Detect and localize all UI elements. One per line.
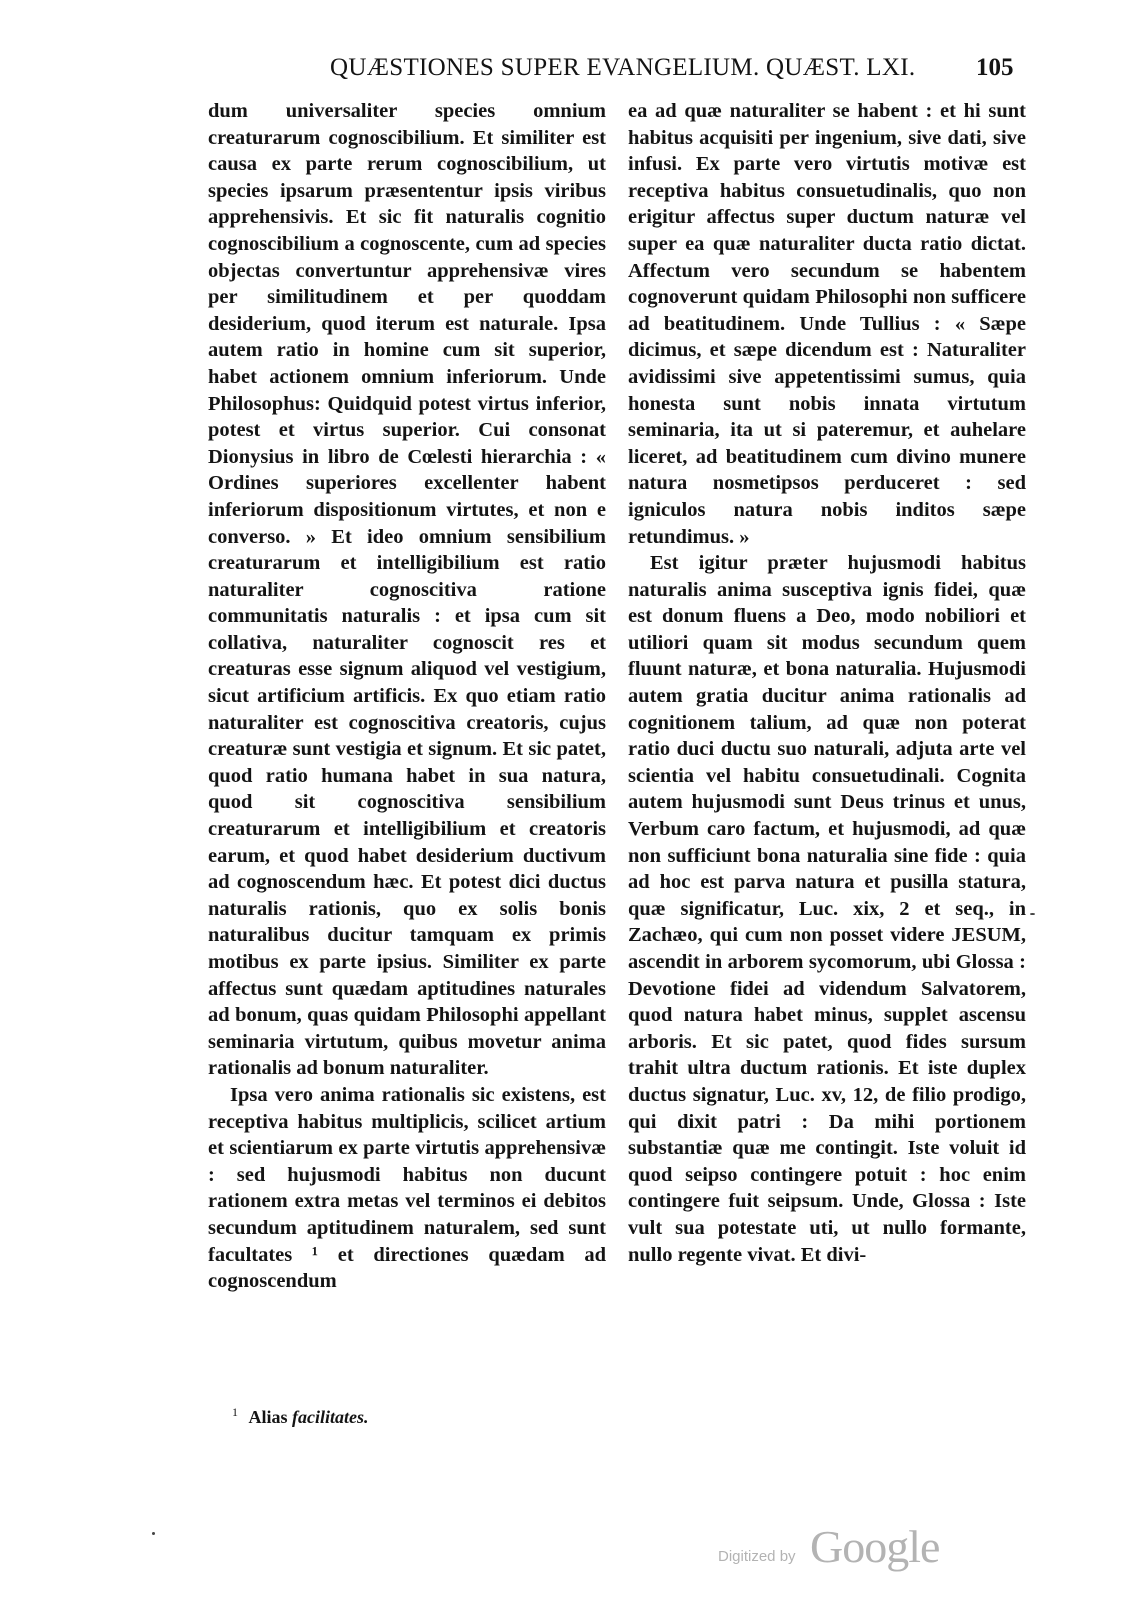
- footnote-mark: 1: [232, 1405, 238, 1419]
- page-header: [0, 54, 1133, 88]
- running-title: QUÆSTIONES SUPER EVANGELIUM. QUÆST. LXI.: [330, 54, 916, 81]
- scan-speck: [152, 1532, 155, 1535]
- left-paragraph-2: Ipsa vero anima rationalis sic existens, est receptiva habitus multiplicis, scilicet artium et scientiarum ex parte virtutis apprehensivæ : sed hujusmodi habitus non ducunt rationem extra metas vel terminos ei debitos secundum aptitudinem naturalem, sed sunt facultates ¹ et directiones quædam ad cognoscendum: [208, 1083, 606, 1293]
- right-paragraph-1: ea ad quæ naturaliter se habent : et hi sunt habitus acquisiti per ingenium, sive dati, sive infusi. Ex parte vero virtutis motivæ est receptiva habitus consuetudinalis, quo non erigitur affectus super ductum naturæ vel super ea quæ naturaliter ducta ratio dictat. Affectum vero secundum se habentem cognoverunt quidam Philosophi non sufficere ad beatitudinem. Unde Tullius : « Sæpe dicimus, et sæpe dicendum est : Naturaliter avidissimi sive appetentissimi sumus, quia honesta sunt nobis innata virtutum seminaria, ita ut si pateremur, et auhelare liceret, ad beatitudinem cum divino munere natura nosmetipsos perduceret : sed igniculos natura nobis inditos sæpe retundimus. »: [628, 100, 1026, 548]
- page-number: 105: [976, 54, 1014, 81]
- footnote-italic: facilitates.: [292, 1407, 369, 1427]
- scan-speck: [1030, 913, 1035, 915]
- left-column: [208, 98, 606, 1295]
- footnote-text: Alias: [248, 1407, 288, 1427]
- left-paragraph-1: dum universaliter species omnium creaturarum cognoscibilium. Et similiter est causa ex parte rerum cognoscibilium, ut species ipsarum præsententur ipsis viribus apprehensivis. Et sic fit naturalis cognitio cognoscibilium a cognoscente, cum ad species objectas convertuntur apprehensivæ vires per similitudinem et per quoddam desiderium, quod iterum est naturale. Ipsa autem ratio in homine cum sit superior, habet actionem omnium inferiorum. Unde Philosophus: Quidquid potest virtus inferior, potest et virtus superior. Cui consonat Dionysius in libro de Cœlesti hierarchia : « Ordines superiores excellenter habent inferiorum dispositionum virtutes, et non e converso. » Et ideo omnium sensibilium creaturarum et intelligibilium est ratio naturaliter cognoscitiva ratione communitatis naturalis : et ipsa cum sit collativa, naturaliter cognoscit res et creaturas esse signum aliquod vel vestigium, sicut artificium artificis. Ex quo etiam ratio naturaliter est cognoscitiva creatoris, cujus creaturæ sunt vestigia et signum. Et sic patet, quod ratio humana habet in sua natura, quod sit cognoscitiva sensibilium creaturarum et intelligibilium et creatoris earum, et quod habet desiderium ductivum ad cognoscendum hæc. Et potest dici ductus naturalis rationis, quo ex solis bonis naturalibus ducitur tamquam ex primis motibus ex parte ipsius. Similiter ex parte affectus sunt quædam aptitudines naturales ad bonum, quas quidam Philosophi appellant seminaria virtutum, quibus movetur anima rationalis ad bonum naturaliter.: [208, 100, 606, 1080]
- right-column: [628, 98, 1026, 1268]
- right-paragraph-2: Est igitur præter hujusmodi habitus naturalis anima susceptiva ignis fidei, quæ est donum fluens a Deo, modo nobiliori et utiliori quam sit modus secundum quem fluunt naturæ, et bona naturalia. Hujusmodi autem gratia ducitur anima rationalis ad cognitionem talium, ad quæ non poterat ratio duci ductu suo naturali, adjuta arte vel scientia vel habitu consuetudinali. Cognita autem hujusmodi sunt Deus trinus et unus, Verbum caro factum, et hujusmodi, ad quæ non sufficiunt bona naturalia sine fide : quia ad hoc est parva natura et pusilla statura, quæ significatur, Luc. xix, 2 et seq., in Zachæo, qui cum non posset videre JESUM, ascendit in arborem sycomorum, ubi Glossa : Devotione fidei ad videndum Salvatorem, quod natura habet minus, supplet ascensu arboris. Et sic patet, quod fides sursum trahit ultra ductum rationis. Et iste duplex ductus signatur, Luc. xv, 12, de filio prodigo, qui dixit patri : Da mihi portionem substantiæ quæ me contingit. Iste voluit id quod seipso contingere potuit : hoc enim contingere fuit seipsum. Unde, Glossa : Iste vult sua potestate uti, ut nullo formante, nullo regente vivat. Et divi-: [628, 552, 1026, 1266]
- footnote: [232, 1405, 369, 1428]
- google-logo: Google: [810, 1521, 940, 1572]
- watermark-prefix: Digitized by: [718, 1548, 796, 1565]
- digitized-watermark: [716, 1520, 976, 1580]
